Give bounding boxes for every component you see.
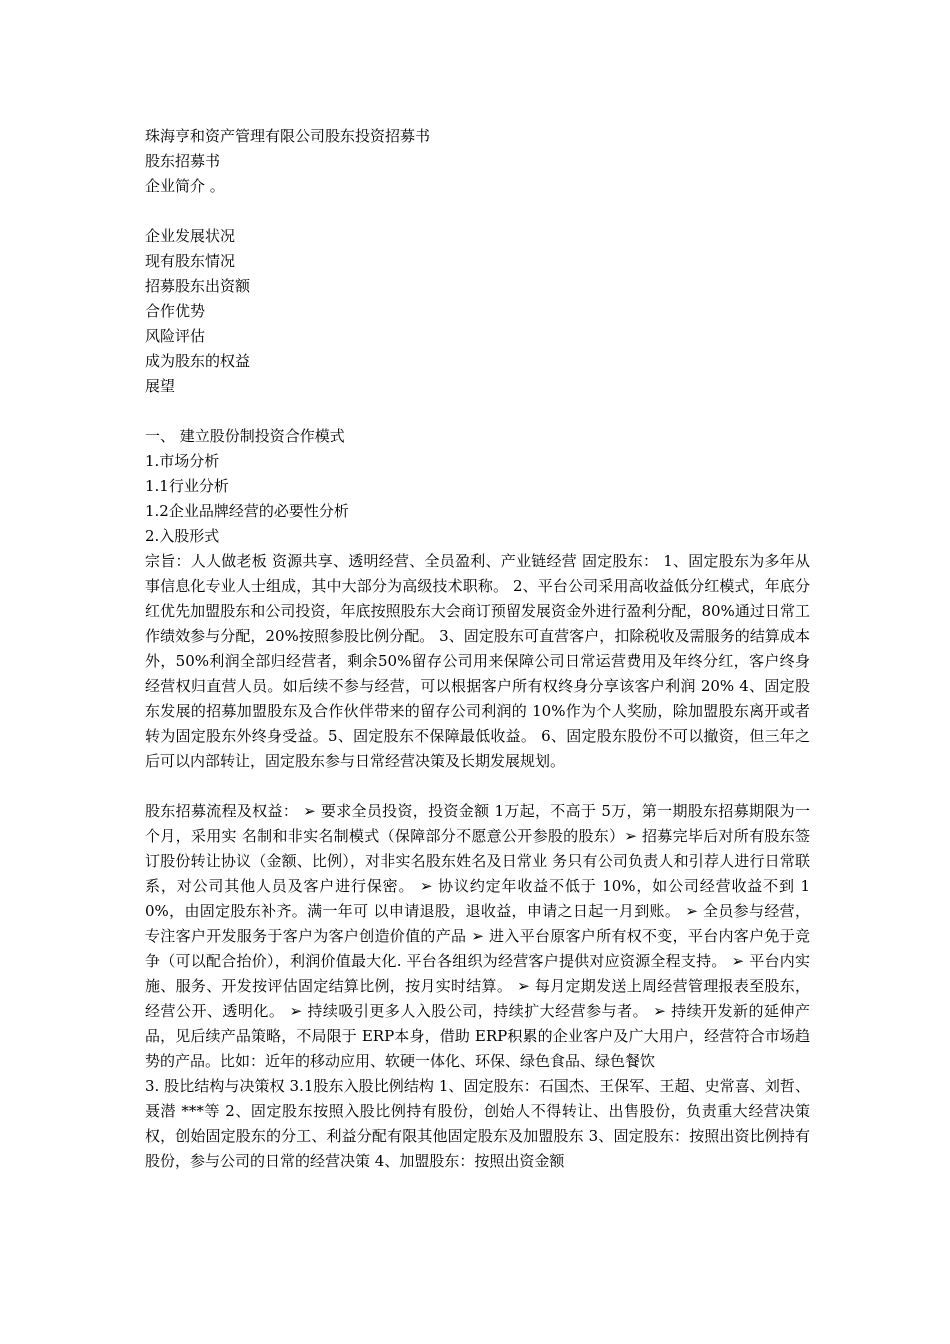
toc-item: 风险评估: [145, 327, 206, 345]
subsection-heading: 1.1行业分析: [145, 477, 229, 495]
toc-item: 企业简介 。: [145, 177, 225, 195]
document-body: [145, 124, 810, 1174]
paragraph-recruit-process: 股东招募流程及权益： ➢ 要求全员投资，投资金额 1万起，不高于 5万，第一期股东招募期限为一个月，采用实 名制和非实名制模式（保障部分不愿意公开参股的股东）➢ 招募完毕后对所有股东签订股份转让协议（金额、比例），对非实名股东姓名及日常业 务只有公司负责人和引荐人进行日常联系，对公司其他人员及客户进行保密。 ➢ 协议约定年收益不低于 10%，如公司经营收益不到 10%，由固定股东补齐。满一年可 以申请退股，退收益，申请之日起一月到账。 ➢ 全员参与经营，专注客户开发服务于客户为客户创造价值的产品 ➢ 进入平台原客户所有权不变，平台内客户免于竞争（可以配合抬价），利润价值最大化. 平台各组织为经营客户提供对应资源全程支持。 ➢ 平台内实施、服务、开发按评估固定结算比例，按月实时结算。 ➢ 每月定期发送上周经营管理报表至股东，经营公开、透明化。 ➢ 持续吸引更多人入股公司，持续扩大经营参与者。 ➢ 持续开发新的延伸产品，见后续产品策略，不局限于 ERP本身，借助 ERP积累的企业客户及广大用户，经营符合市场趋势的产品。比如：近年的移动应用、软硬一体化、环保、绿色食品、绿色餐饮: [145, 802, 810, 1070]
toc-item: 企业发展状况: [145, 227, 236, 245]
subsection-heading: 1.市场分析: [145, 452, 220, 470]
subsection-heading: 2.入股形式: [145, 527, 220, 545]
document-title: 珠海亨和资产管理有限公司股东投资招募书: [145, 127, 431, 145]
spacer: [145, 199, 810, 224]
spacer: [145, 399, 810, 424]
toc-item: 招募股东出资额: [145, 277, 251, 295]
toc-item: 展望: [145, 377, 176, 395]
paragraph-equity-structure: 3. 股比结构与决策权 3.1股东入股比例结构 1、固定股东：石国杰、王保军、王超、史常喜、刘哲、聂潜 ***等 2、固定股东按照入股比例持有股份，创始人不得转让、出售股份，负责重大经营决策权，创始固定股东的分工、利益分配有限其他固定股东及加盟股东 3、固定股东：按照出资比例持有股份，参与公司的日常的经营决策 4、加盟股东：按照出资金额: [145, 1077, 810, 1170]
paragraph-fixed-shareholders: 宗旨：人人做老板 资源共享、透明经营、全员盈利、产业链经营 固定股东： 1、固定股东为多年从事信息化专业人士组成，其中大部分为高级技术职称。 2、平台公司采用高收益低分红模式，年底分红优先加盟股东和公司投资，年底按照股东大会商订预留发展资金外进行盈利分配，80%通过日常工作绩效参与分配，20%按照参股比例分配。 3、固定股东可直营客户，扣除税收及需服务的结算成本外，50%利润全部归经营者，剩余50%留存公司用来保障公司日常运营费用及年终分红，客户终身经营权归直营人员。如后续不参与经营，可以根据客户所有权终身分享该客户利润 20% 4、固定股东发展的招募加盟股东及合作伙伴带来的留存公司利润的 10%作为个人奖励，除加盟股东离开或者转为固定股东外终身受益。5、固定股东不保障最低收益。 6、固定股东股份不可以撤资，但三年之后可以内部转让，固定股东参与日常经营决策及长期发展规划。: [145, 552, 810, 770]
section-heading: 一、 建立股份制投资合作模式: [145, 427, 345, 445]
subsection-heading: 1.2企业品牌经营的必要性分析: [145, 502, 349, 520]
toc-item: 合作优势: [145, 302, 206, 320]
toc-item: 成为股东的权益: [145, 352, 251, 370]
spacer: [145, 774, 810, 799]
toc-item: 现有股东情况: [145, 252, 236, 270]
toc-item: 股东招募书: [145, 152, 221, 170]
